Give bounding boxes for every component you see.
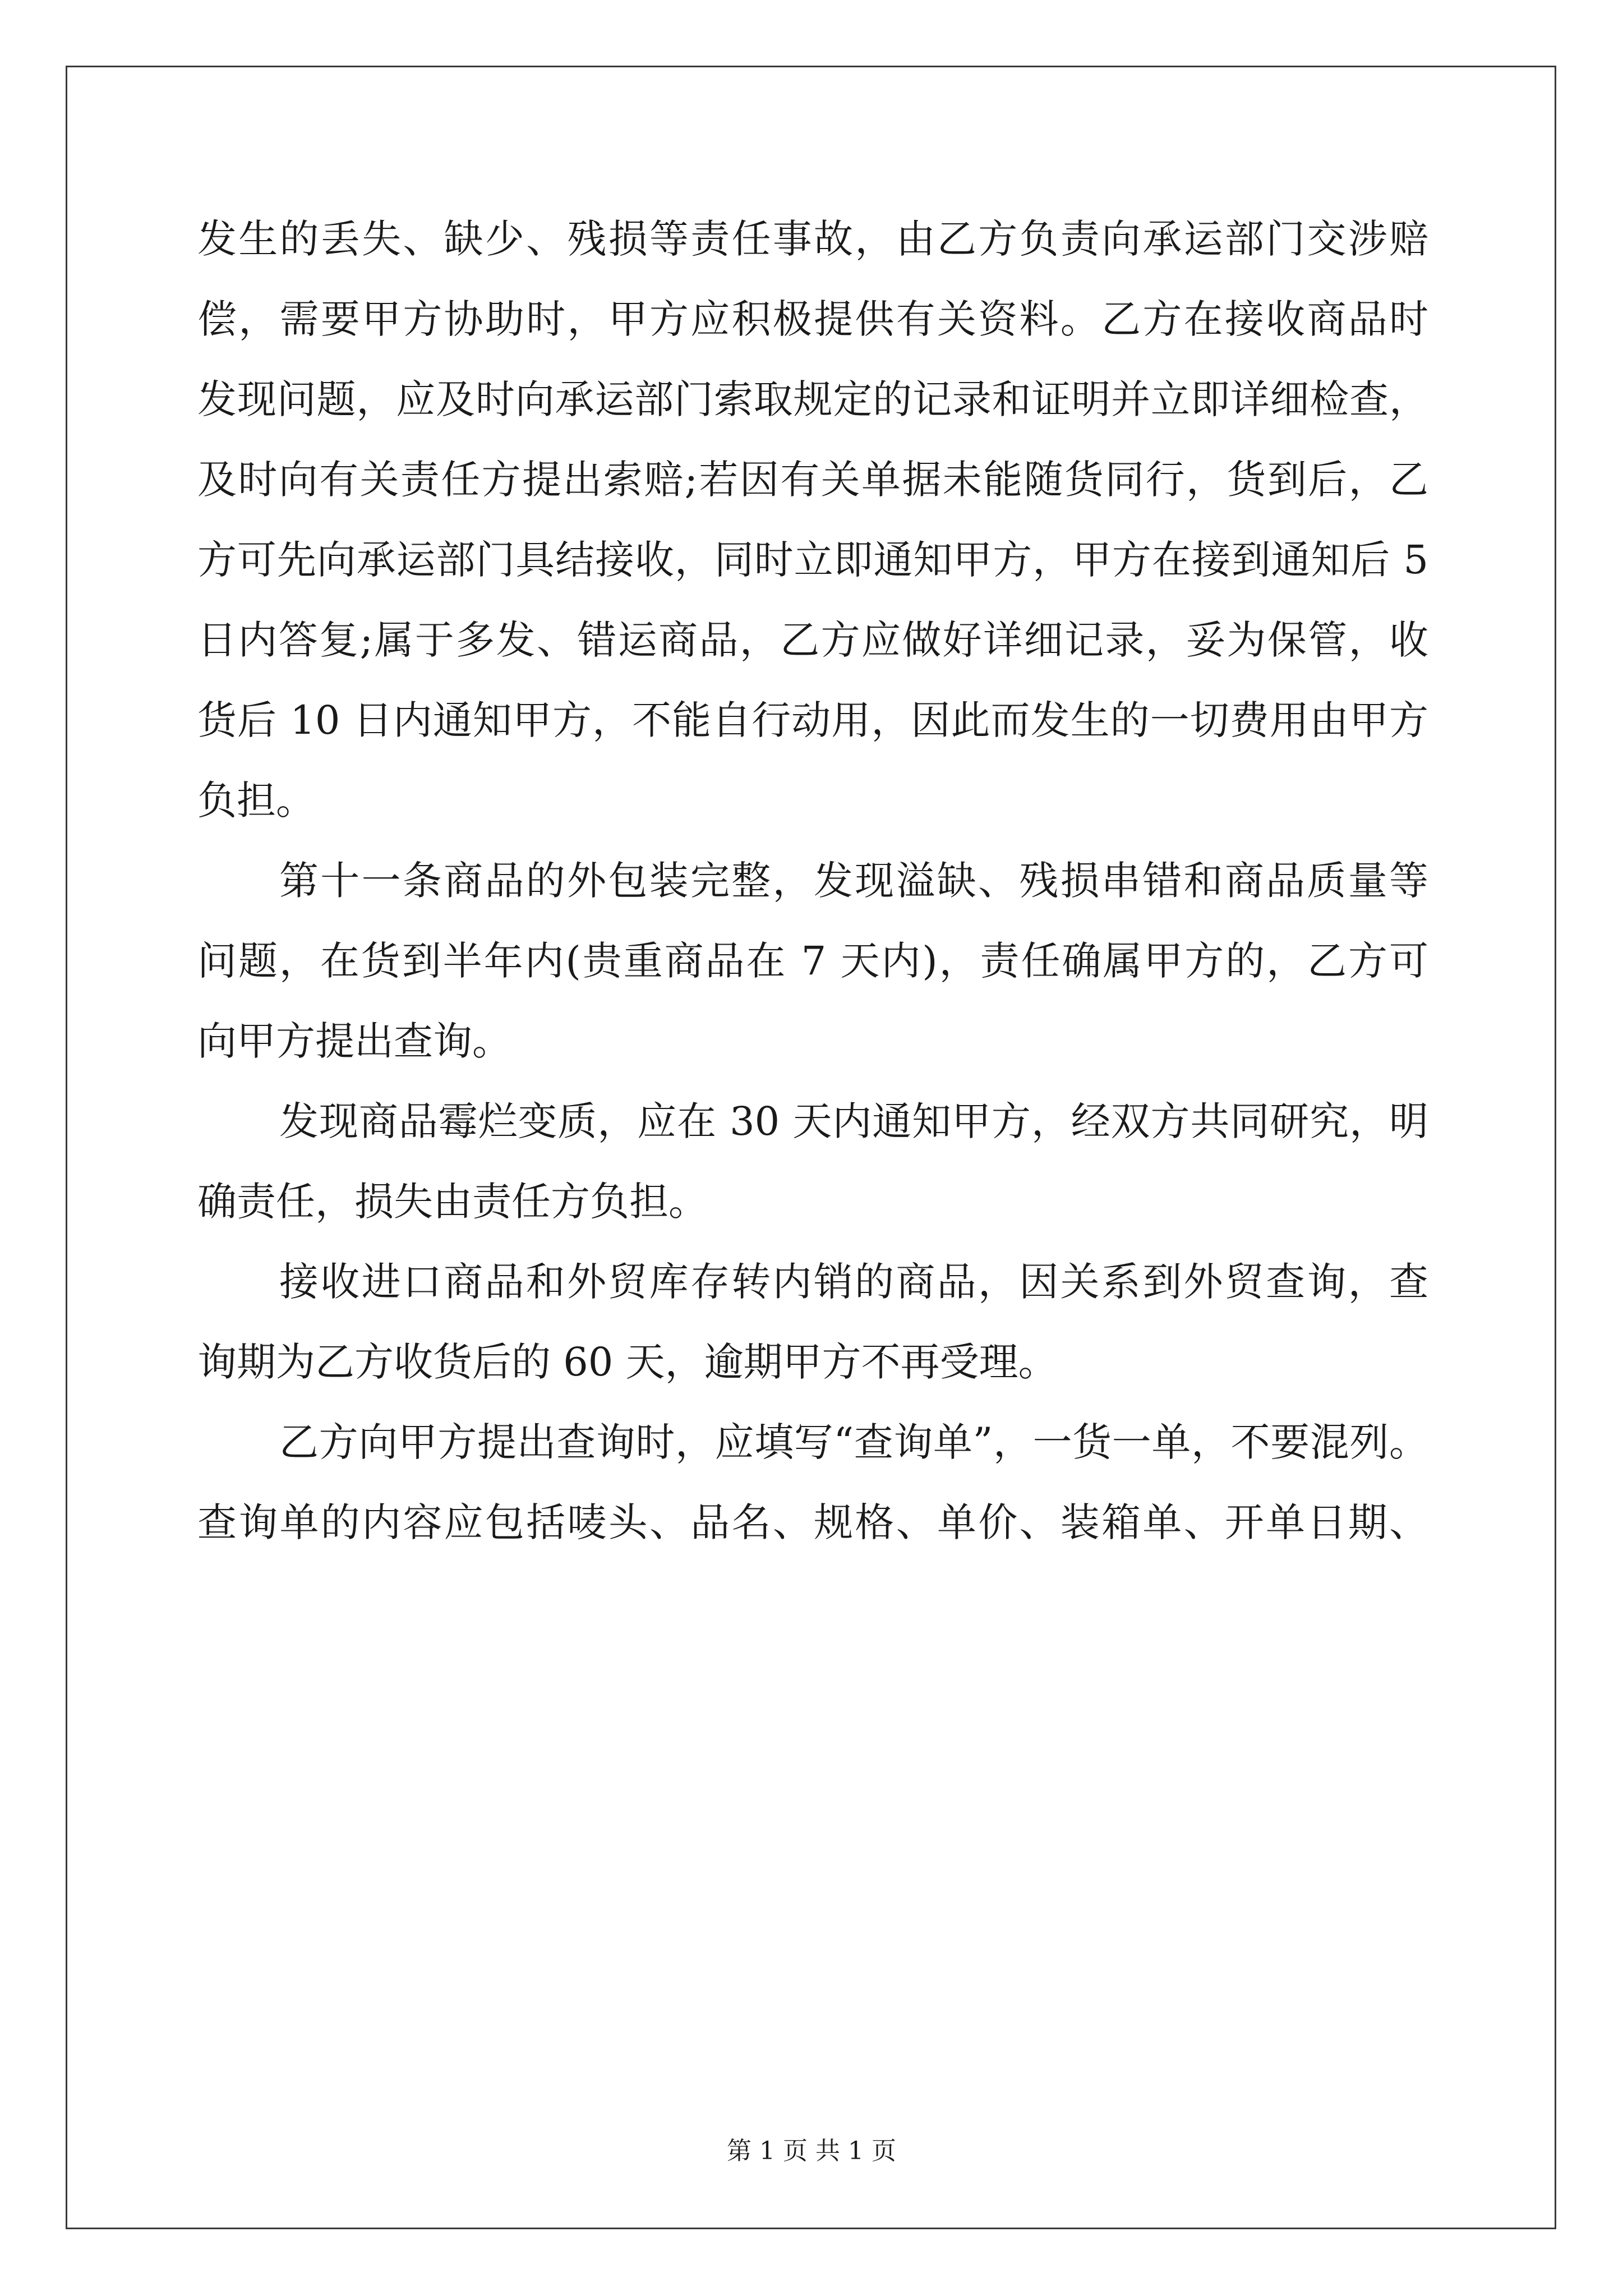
paragraph-start-line: 发现商品霉烂变质，应在 30 天内通知甲方，经双方共同研究，明 [279,1098,1428,1144]
text-line: 及时向有关责任方提出索赔;若因有关单据未能随货同行，货到后，乙 [197,457,1428,503]
text-line: 询期为乙方收货后的 60 天，逾期甲方不再受理。 [197,1339,1058,1385]
page-number-footer: 第 1 页 共 1 页 [727,2137,896,2165]
text-line: 确责任，损失由责任方负担。 [197,1179,708,1225]
paragraph-start-line: 第十一条商品的外包装完整，发现溢缺、残损串错和商品质量等 [279,858,1428,904]
text-line: 日内答复;属于多发、错运商品，乙方应做好详细记录，妥为保管，收 [197,617,1428,663]
text-line: 向甲方提出查询。 [197,1018,511,1064]
text-line: 问题，在货到半年内(贵重商品在 7 天内)，责任确属甲方的，乙方可 [197,938,1428,984]
text-line: 发现问题，应及时向承运部门索取规定的记录和证明并立即详细检查， [197,376,1428,422]
text-line: 偿，需要甲方协助时，甲方应积极提供有关资料。乙方在接收商品时 [197,296,1428,342]
paragraph-start-line: 接收进口商品和外贸库存转内销的商品，因关系到外贸查询，查 [279,1259,1428,1305]
text-line: 货后 10 日内通知甲方，不能自行动用，因此而发生的一切费用由甲方 [197,697,1428,743]
text-line: 查询单的内容应包括唛头、品名、规格、单价、装箱单、开单日期、 [197,1499,1428,1545]
text-line: 方可先向承运部门具结接收，同时立即通知甲方，甲方在接到通知后 5 [197,537,1428,583]
paragraph-start-line: 乙方向甲方提出查询时，应填写“查询单”，一货一单，不要混列。 [279,1419,1428,1465]
text-line: 发生的丢失、缺少、残损等责任事故，由乙方负责向承运部门交涉赔 [197,216,1428,262]
text-line: 负担。 [197,777,315,823]
document-body [197,199,1428,1563]
